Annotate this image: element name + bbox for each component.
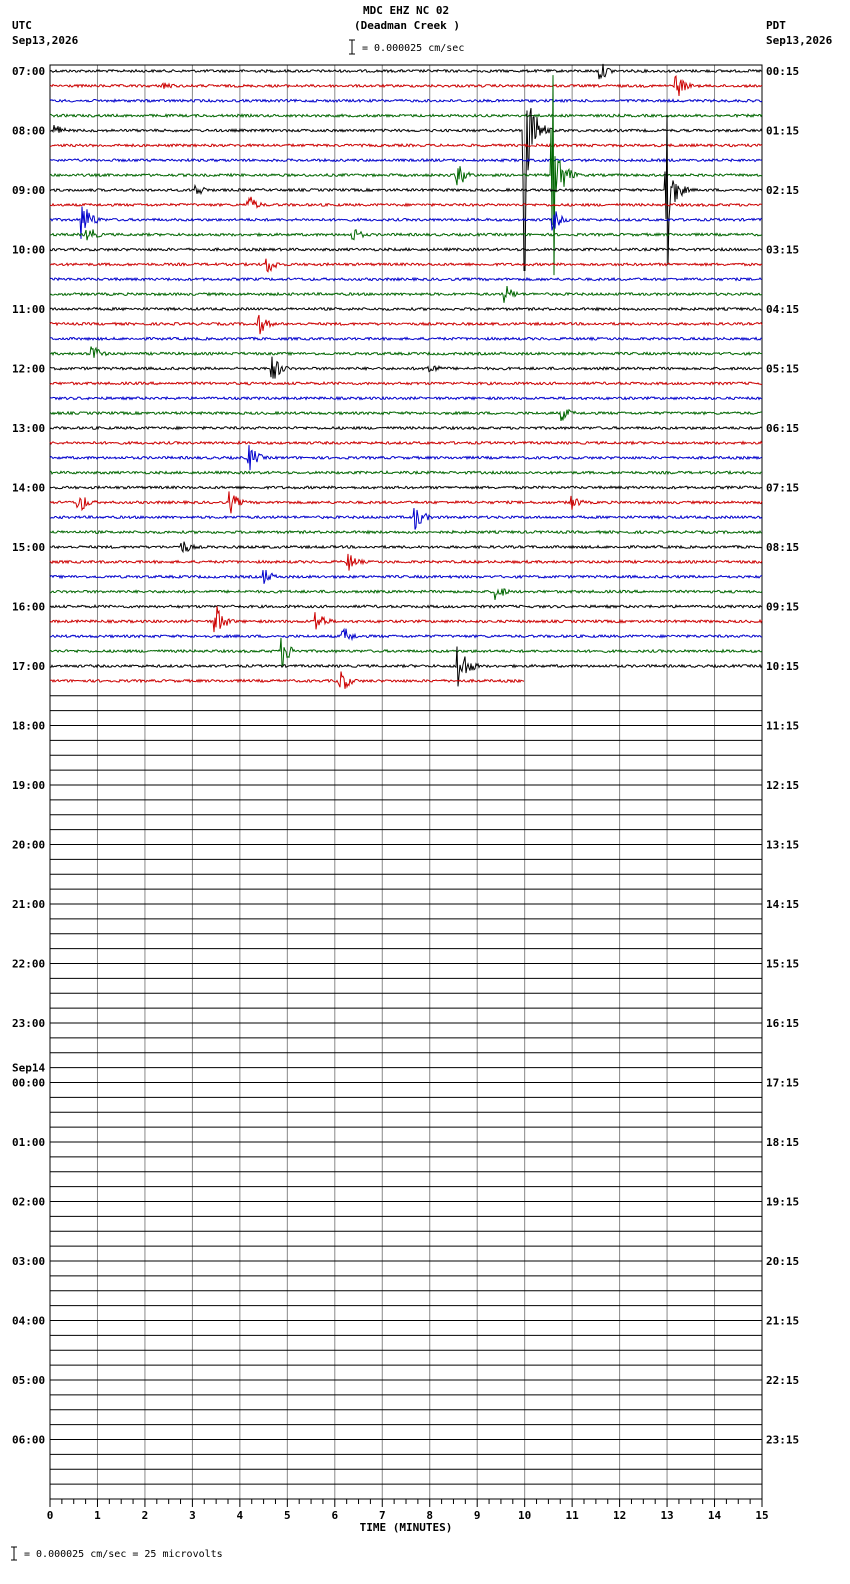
x-tick-label: 15 bbox=[755, 1509, 769, 1522]
x-tick-label: 7 bbox=[378, 1509, 386, 1522]
x-tick-label: 11 bbox=[565, 1509, 579, 1522]
utc-hour-label: 14:00 bbox=[12, 481, 46, 495]
trace-row bbox=[50, 605, 762, 608]
trace-row bbox=[50, 554, 762, 571]
trace-row bbox=[50, 589, 762, 600]
utc-hour-label: 03:00 bbox=[12, 1255, 46, 1268]
trace-row bbox=[50, 114, 762, 117]
x-tick-label: 3 bbox=[189, 1509, 196, 1522]
trace-row bbox=[50, 570, 762, 584]
pdt-hour-label: 14:15 bbox=[766, 898, 800, 911]
utc-hour-label: 18:00 bbox=[12, 719, 46, 733]
utc-label: UTC bbox=[12, 19, 32, 32]
pdt-hour-label: 10:15 bbox=[766, 660, 800, 673]
station-location: (Deadman Creek ) bbox=[354, 19, 460, 32]
trace-row bbox=[50, 248, 762, 251]
pdt-hour-label: 16:15 bbox=[766, 1017, 800, 1030]
pdt-hour-label: 21:15 bbox=[766, 1314, 800, 1328]
x-tick-label: 14 bbox=[707, 1509, 722, 1522]
utc-hour-label: 07:00 bbox=[12, 65, 46, 78]
utc-hour-label: 23:00 bbox=[12, 1017, 46, 1030]
pdt-hour-label: 17:15 bbox=[766, 1076, 800, 1090]
utc-hour-label: 19:00 bbox=[12, 779, 46, 792]
trace-row bbox=[50, 531, 762, 534]
utc-date: Sep13,2026 bbox=[12, 34, 79, 47]
pdt-hour-label: 13:15 bbox=[766, 838, 800, 852]
pdt-hour-label: 23:15 bbox=[766, 1433, 800, 1447]
x-tick-label: 0 bbox=[46, 1509, 54, 1522]
trace-row bbox=[50, 347, 762, 358]
pdt-hour-label: 06:15 bbox=[766, 422, 800, 435]
pdt-hour-label: 03:15 bbox=[766, 243, 800, 257]
trace-row bbox=[50, 629, 762, 640]
utc-hour-label: 22:00 bbox=[12, 957, 46, 971]
utc-hour-label: 16:00 bbox=[12, 600, 46, 614]
x-tick-label: 1 bbox=[94, 1509, 101, 1522]
trace-row bbox=[50, 338, 762, 341]
pdt-hour-label: 19:15 bbox=[766, 1195, 800, 1209]
pdt-hour-label: 09:15 bbox=[766, 600, 800, 614]
utc-hour-label: 09:00 bbox=[12, 184, 46, 197]
trace-row bbox=[50, 197, 762, 208]
station-title: MDC EHZ NC 02 bbox=[363, 4, 450, 17]
x-axis-title: TIME (MINUTES) bbox=[359, 1521, 453, 1534]
utc-hour-label: 00:00 bbox=[12, 1076, 46, 1090]
x-tick-label: 13 bbox=[660, 1509, 674, 1522]
pdt-hour-label: 15:15 bbox=[766, 957, 800, 971]
x-tick-label: 8 bbox=[426, 1509, 434, 1522]
x-tick-label: 9 bbox=[473, 1509, 481, 1522]
trace-row bbox=[50, 357, 762, 379]
utc-hour-label: 10:00 bbox=[12, 243, 46, 257]
footer-scale-label: = 0.000025 cm/sec = 25 microvolts bbox=[24, 1549, 223, 1560]
trace-row bbox=[50, 144, 762, 147]
pdt-hour-label: 11:15 bbox=[766, 719, 800, 733]
trace-row bbox=[50, 486, 762, 489]
pdt-hour-label: 00:15 bbox=[766, 65, 800, 78]
trace-row bbox=[50, 382, 762, 385]
utc-hour-label: 04:00 bbox=[12, 1314, 46, 1328]
pdt-hour-label: 18:15 bbox=[766, 1136, 800, 1149]
utc-hour-label: 02:00 bbox=[12, 1195, 46, 1209]
x-tick-label: 10 bbox=[518, 1509, 532, 1522]
utc-hour-label: 08:00 bbox=[12, 124, 46, 138]
trace-row bbox=[50, 286, 762, 303]
trace-row bbox=[50, 315, 762, 334]
trace-row bbox=[50, 427, 762, 430]
pdt-hour-label: 20:15 bbox=[766, 1255, 800, 1268]
x-tick-label: 5 bbox=[284, 1509, 291, 1522]
trace-row bbox=[50, 397, 762, 400]
utc-hour-label: 17:00 bbox=[12, 660, 46, 673]
trace-row bbox=[50, 445, 762, 470]
trace-row bbox=[50, 159, 762, 162]
pdt-hour-label: 22:15 bbox=[766, 1374, 800, 1387]
x-tick-label: 6 bbox=[331, 1509, 339, 1522]
trace-row bbox=[50, 508, 762, 529]
date-change-label: Sep14 bbox=[12, 1061, 46, 1075]
x-axis bbox=[47, 1499, 769, 1534]
trace-row bbox=[50, 259, 762, 272]
utc-hour-label: 20:00 bbox=[12, 838, 46, 852]
utc-hour-label: 06:00 bbox=[12, 1433, 46, 1447]
pdt-date: Sep13,2026 bbox=[766, 34, 833, 47]
trace-row bbox=[50, 75, 762, 275]
trace-row bbox=[50, 471, 762, 474]
pdt-hour-label: 08:15 bbox=[766, 541, 800, 554]
trace-row bbox=[50, 76, 762, 96]
trace-row bbox=[50, 638, 762, 666]
trace-row bbox=[50, 278, 762, 281]
pdt-hour-label: 05:15 bbox=[766, 362, 800, 376]
trace-row bbox=[50, 100, 762, 103]
pdt-label: PDT bbox=[766, 19, 786, 32]
trace-row bbox=[50, 410, 762, 421]
trace-row bbox=[50, 115, 762, 265]
x-tick-label: 2 bbox=[141, 1509, 149, 1522]
pdt-hour-label: 01:15 bbox=[766, 124, 800, 138]
x-tick-label: 12 bbox=[612, 1509, 627, 1522]
pdt-hour-label: 02:15 bbox=[766, 184, 800, 197]
pdt-hour-label: 07:15 bbox=[766, 481, 800, 495]
utc-hour-label: 01:00 bbox=[12, 1136, 46, 1149]
pdt-hour-label: 12:15 bbox=[766, 779, 800, 792]
trace-row bbox=[50, 542, 762, 552]
utc-hour-label: 12:00 bbox=[12, 362, 46, 376]
utc-hour-label: 05:00 bbox=[12, 1374, 46, 1387]
utc-hour-label: 11:00 bbox=[12, 303, 46, 316]
trace-row bbox=[50, 442, 762, 445]
trace-row bbox=[50, 491, 762, 513]
trace-row bbox=[50, 606, 762, 632]
trace-row bbox=[50, 64, 762, 79]
utc-hour-label: 21:00 bbox=[12, 898, 46, 911]
scale-label: = 0.000025 cm/sec bbox=[362, 43, 465, 54]
x-tick-label: 4 bbox=[236, 1509, 244, 1522]
utc-hour-label: 15:00 bbox=[12, 541, 46, 554]
pdt-hour-label: 04:15 bbox=[766, 303, 800, 316]
utc-hour-label: 13:00 bbox=[12, 422, 46, 435]
trace-row bbox=[50, 230, 762, 241]
trace-group bbox=[50, 64, 762, 689]
trace-row bbox=[50, 308, 762, 311]
